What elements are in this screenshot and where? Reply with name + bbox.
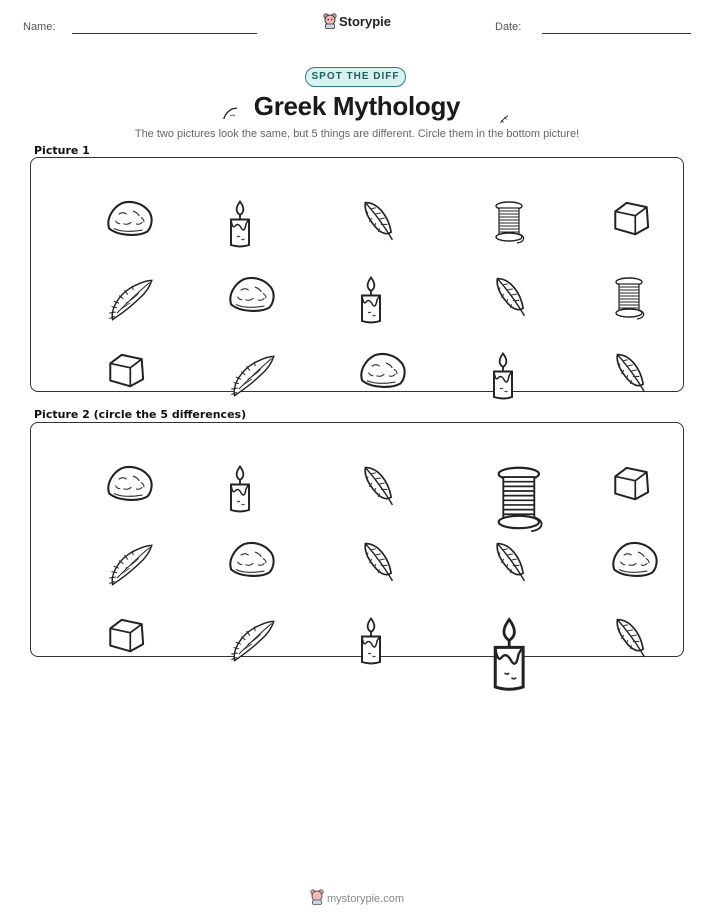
picture-2-label: Picture 2 (circle the 5 differences) [34, 408, 247, 421]
picture-2-cube-r1c5-icon[interactable] [591, 446, 631, 484]
picture-1-rock-r1c1-icon [82, 181, 130, 219]
picture-2-rock-r1c1-icon[interactable] [82, 446, 130, 484]
picture-1-feather-r2c4-icon [473, 254, 509, 298]
picture-1-candle-r3c4-icon [479, 328, 503, 376]
footer-bear-icon [310, 889, 324, 908]
picture-2-candle-r3c4-icon[interactable] [472, 580, 509, 654]
name-line[interactable] [72, 33, 257, 34]
name-label: Name: [23, 21, 56, 33]
picture-2-candle-r3c3-icon[interactable] [347, 593, 371, 641]
footer-url[interactable]: mystorypie.com [326, 893, 405, 905]
picture-2-wing-r2c1-icon[interactable] [82, 517, 130, 565]
picture-2-rock-r2c2-icon[interactable] [204, 522, 252, 560]
picture-1-label: Picture 1 [34, 144, 90, 157]
picture-1-feather-r3c5-icon [593, 330, 629, 374]
date-line[interactable] [542, 33, 691, 34]
picture-2-rock-r2c5-icon[interactable] [587, 522, 635, 560]
picture-1-candle-r1c2-icon [216, 176, 240, 224]
picture-2-spool-r1c4-icon[interactable] [463, 429, 519, 500]
picture-2-feather-r1c3-icon[interactable] [341, 443, 377, 487]
picture-1-rock-r2c2-icon [204, 257, 252, 295]
picture-2-candle-r1c2-icon[interactable] [216, 441, 240, 489]
picture-2-cube-r3c1-icon[interactable] [86, 598, 126, 636]
spot-the-diff-badge: SPOT THE DIFF [305, 67, 406, 87]
title-wing-icon [478, 91, 508, 128]
picture-1-candle-r2c3-icon [347, 252, 371, 300]
picture-1-rock-r3c3-icon [335, 333, 383, 371]
picture-1-wing-r3c2-icon [204, 328, 252, 376]
picture-1-wing-r2c1-icon [82, 252, 130, 300]
instructions-text: The two pictures look the same, but 5 things are different. Circle them in the bottom picture! [134, 128, 580, 140]
date-label: Date: [495, 21, 522, 33]
picture-1-spool-r1c4-icon [473, 177, 509, 223]
picture-2-feather-r2c4-icon[interactable] [473, 519, 509, 563]
picture-1-cube-r3c1-icon [86, 333, 126, 371]
footer [0, 889, 714, 908]
picture-1-cube-r1c5-icon [591, 181, 631, 219]
picture-1-feather-r1c3-icon [341, 178, 377, 222]
picture-1-panel [30, 157, 684, 392]
picture-2-feather-r2c3-icon[interactable] [341, 519, 377, 563]
page-title: Greek Mythology [253, 91, 461, 121]
logo-text: Storypie [338, 14, 391, 29]
picture-2-panel[interactable] [30, 422, 684, 657]
picture-2-wing-r3c2-icon[interactable] [204, 593, 252, 641]
picture-2-feather-r3c5-icon[interactable] [593, 595, 629, 639]
bear-icon [323, 13, 337, 32]
storypie-logo [0, 13, 714, 32]
picture-1-spool-r2c5-icon [593, 253, 629, 299]
